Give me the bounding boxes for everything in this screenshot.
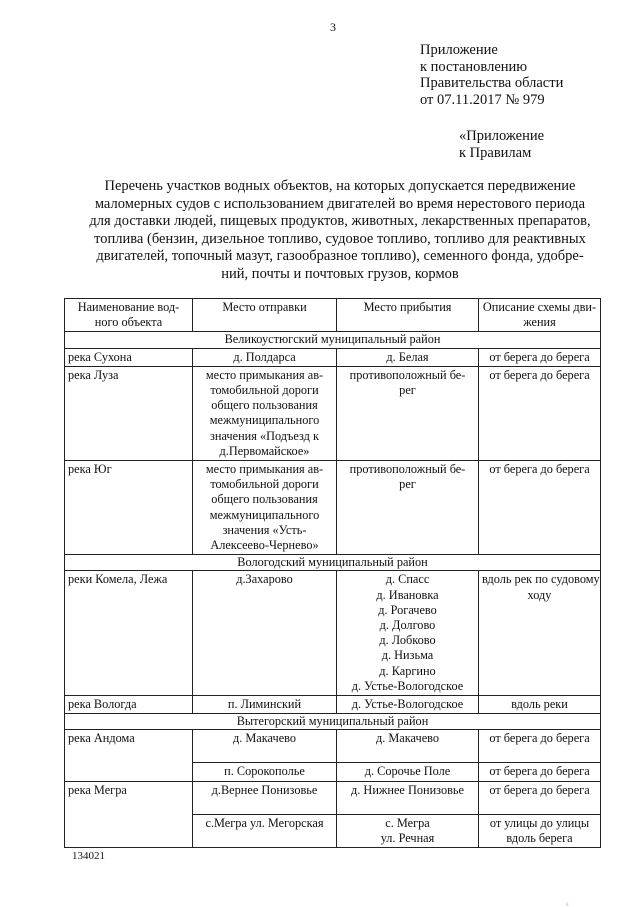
cell-line: п. Сорокополье bbox=[224, 764, 305, 779]
cell-line: д. Макачево bbox=[375, 731, 440, 746]
district-velikoustyug: Великоустюгский муниципальный район bbox=[65, 332, 601, 348]
district-row bbox=[65, 332, 601, 348]
cell-line: томобильной дороги bbox=[210, 383, 319, 398]
cell-line: п. Лиминский bbox=[227, 697, 302, 712]
arrival-cell bbox=[337, 730, 479, 763]
cell-line: д. Полдарса bbox=[233, 349, 296, 364]
cell-line: от берега до берега bbox=[489, 462, 590, 477]
table-row bbox=[65, 781, 601, 814]
header-text: Наименование вод- bbox=[77, 300, 180, 314]
arrival-cell bbox=[337, 461, 479, 555]
header-text: ного объекта bbox=[94, 315, 163, 330]
water-body-cell: реки Комела, Лежа bbox=[65, 571, 193, 696]
sub-header-line: «Приложение bbox=[459, 128, 545, 144]
header-text: жения bbox=[523, 315, 556, 330]
header-line: Приложение bbox=[420, 42, 498, 58]
cell-line: вдоль реки bbox=[511, 697, 568, 712]
departure-cell bbox=[193, 461, 337, 555]
scheme-cell bbox=[479, 461, 601, 555]
departure-cell bbox=[193, 366, 337, 460]
table-header-row bbox=[65, 299, 601, 332]
arrival-cell bbox=[337, 571, 479, 696]
district-vologda: Вологодский муниципальный район bbox=[65, 555, 601, 571]
cell-line: общего пользования bbox=[211, 492, 318, 507]
cell-line: место примыкания ав- bbox=[205, 462, 324, 477]
scheme-cell bbox=[479, 571, 601, 696]
cell-line: д. Устье-Вологодское bbox=[351, 697, 464, 712]
scheme-cell bbox=[479, 348, 601, 366]
cell-line: томобильной дороги bbox=[210, 477, 319, 492]
cell-line: д. Каргино bbox=[379, 663, 436, 678]
cell-line: д. Ивановка bbox=[376, 587, 439, 602]
water-body-cell: река Вологда bbox=[65, 696, 193, 714]
scheme-cell bbox=[479, 814, 601, 847]
district-row bbox=[65, 555, 601, 571]
water-body-cell: река Луза bbox=[65, 366, 193, 460]
scheme-cell bbox=[479, 696, 601, 714]
water-body-cell: река Андома bbox=[65, 730, 193, 781]
departure-cell bbox=[193, 348, 337, 366]
water-sections-table bbox=[64, 298, 601, 848]
cell-line: ул. Речная bbox=[380, 830, 435, 845]
cell-line: д. Белая bbox=[386, 349, 429, 364]
cell-line: вдоль рек по судовому bbox=[482, 572, 600, 587]
scheme-cell bbox=[479, 730, 601, 763]
cell-line: Алексеево-Черневo» bbox=[210, 538, 319, 553]
arrival-cell bbox=[337, 696, 479, 714]
document-title bbox=[60, 178, 620, 283]
cell-line: д.Первомайское» bbox=[219, 443, 310, 458]
header-line: от 07.11.2017 № 979 bbox=[420, 91, 545, 108]
appendix-header bbox=[420, 42, 563, 108]
cell-line: д. Устье-Вологодское bbox=[351, 678, 464, 693]
arrival-cell bbox=[337, 763, 479, 781]
title-line: двигателей, топочный мазут, газообразное топливо), семенного фонда, удобре- bbox=[96, 248, 584, 264]
cell-line: д. Макачево bbox=[232, 731, 297, 746]
cell-line: рег bbox=[399, 477, 416, 492]
header-water-body bbox=[65, 299, 193, 332]
arrival-cell bbox=[337, 366, 479, 460]
cell-line: д. Низьма bbox=[381, 648, 434, 663]
cell-line: д.Захарово bbox=[236, 572, 293, 587]
header-text: Описание схемы дви- bbox=[482, 300, 597, 314]
arrival-cell bbox=[337, 814, 479, 847]
sub-appendix-header bbox=[459, 128, 544, 161]
title-line: для доставки людей, пищевых продуктов, животных, лекарственных препаратов, bbox=[89, 213, 591, 229]
cell-line: от берега до берега bbox=[489, 731, 590, 746]
sub-header-line: к Правилам bbox=[459, 144, 532, 161]
cell-line: д. Долгово bbox=[379, 618, 436, 633]
departure-cell bbox=[193, 696, 337, 714]
table-row bbox=[65, 461, 601, 555]
header-text: Место прибытия bbox=[363, 300, 452, 314]
header-text: Место отправки bbox=[222, 300, 307, 314]
document-code: 134021 bbox=[72, 850, 105, 862]
cell-line: противоположный бе- bbox=[349, 367, 466, 382]
scheme-cell bbox=[479, 366, 601, 460]
cell-line: д. Нижнее Понизовье bbox=[351, 782, 464, 797]
water-body-cell: река Сухона bbox=[65, 348, 193, 366]
table-row bbox=[65, 348, 601, 366]
cell-line: противоположный бе- bbox=[349, 462, 466, 477]
header-scheme bbox=[479, 299, 601, 332]
header-arrival bbox=[337, 299, 479, 332]
cell-line: д.Вернее Понизовье bbox=[211, 782, 318, 797]
cell-line: общего пользования bbox=[211, 398, 318, 413]
cell-line: от улицы до улицы bbox=[489, 815, 590, 830]
cell-line: с. Мегра bbox=[385, 815, 430, 830]
departure-cell bbox=[193, 814, 337, 847]
header-departure bbox=[193, 299, 337, 332]
district-row bbox=[65, 714, 601, 730]
cell-line: от берега до берега bbox=[489, 367, 590, 382]
cell-line: значения «Усть- bbox=[222, 522, 307, 537]
arrival-cell bbox=[337, 348, 479, 366]
title-line: Перечень участков водных объектов, на которых допускается передвижение bbox=[104, 178, 576, 194]
page-number: 3 bbox=[330, 20, 336, 34]
cell-line: д. Спасс bbox=[385, 572, 430, 587]
cell-line: от берега до берега bbox=[489, 782, 590, 797]
table-row bbox=[65, 696, 601, 714]
cell-line: место примыкания ав- bbox=[205, 367, 324, 382]
cell-line: межмуниципального bbox=[209, 507, 320, 522]
departure-cell bbox=[193, 571, 337, 696]
cell-line: с.Мегра ул. Мегорская bbox=[205, 815, 324, 830]
cell-line: д. Лобково bbox=[379, 633, 436, 648]
header-line: к постановлению bbox=[420, 58, 528, 75]
table-row bbox=[65, 366, 601, 460]
cell-line: д. Рогачево bbox=[378, 602, 437, 617]
cell-line: ходу bbox=[527, 587, 552, 602]
table-row bbox=[65, 571, 601, 696]
scheme-cell bbox=[479, 763, 601, 781]
cell-line: значения «Подъезд к bbox=[210, 428, 319, 443]
title-line: маломерных судов с использованием двигателей во время нерестового периода bbox=[94, 195, 586, 212]
water-body-cell: река Юг bbox=[65, 461, 193, 555]
header-line: Правительства области bbox=[420, 75, 564, 91]
arrival-cell bbox=[337, 781, 479, 814]
cell-line: от берега до берега bbox=[489, 349, 590, 364]
water-body-cell: река Мегра bbox=[65, 781, 193, 847]
cell-line: вдоль берега bbox=[506, 830, 573, 845]
cell-line: рег bbox=[399, 383, 416, 398]
table-row bbox=[65, 730, 601, 763]
departure-cell bbox=[193, 781, 337, 814]
departure-cell bbox=[193, 730, 337, 763]
cell-line: межмуниципального bbox=[209, 413, 320, 428]
scan-mark: ᵢᵢ bbox=[566, 898, 569, 907]
district-vytegra: Вытегорский муниципальный район bbox=[65, 714, 601, 730]
title-line: ний, почты и почтовых грузов, кормов bbox=[221, 265, 459, 282]
title-line: топлива (бензин, дизельное топливо, судовое топливо, топливо для реактивных bbox=[94, 230, 586, 247]
cell-line: от берега до берега bbox=[489, 764, 590, 779]
scheme-cell bbox=[479, 781, 601, 814]
departure-cell bbox=[193, 763, 337, 781]
cell-line: д. Сорочье Поле bbox=[364, 764, 451, 779]
